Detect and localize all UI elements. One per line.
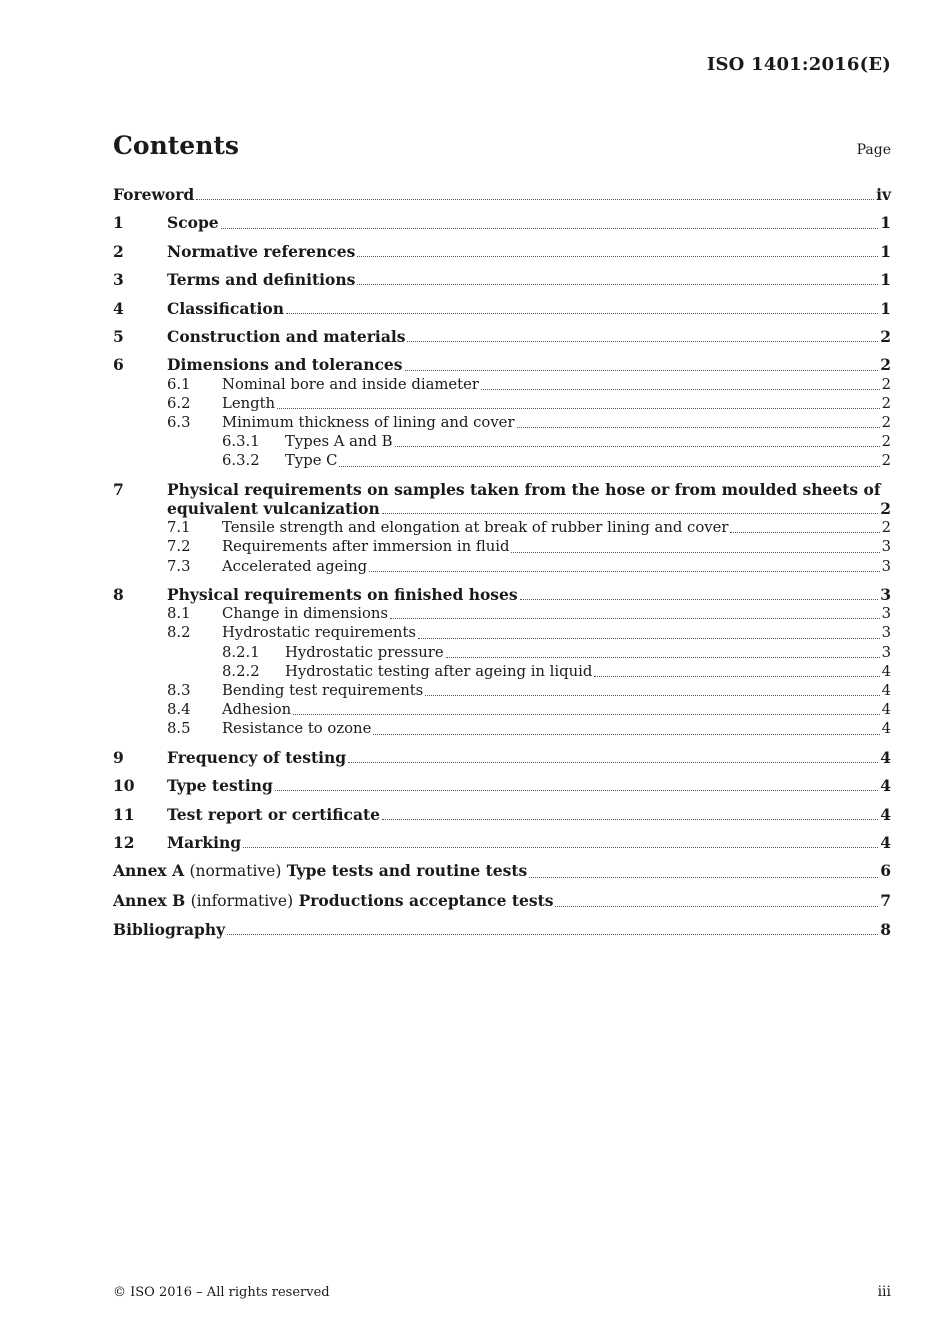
toc-entry-8-2-2[interactable]: 8.2.2 Hydrostatic testing after ageing in liquid 4	[222, 662, 891, 680]
toc-entry-7[interactable]: 7 Physical requirements on samples taken from the hose or from moulded sheets of equivalent vulcanization 2	[113, 479, 891, 518]
toc-entry-foreword[interactable]: Foreword iv	[113, 185, 891, 204]
toc-entry-7-1[interactable]: 7.1 Tensile strength and elongation at break of rubber lining and cover 2	[167, 519, 891, 537]
toc-entry-10[interactable]: 10 Type testing 4	[113, 776, 891, 796]
toc-entry-8[interactable]: 8 Physical requirements on finished hoses 3	[113, 584, 891, 604]
toc-entry-6-3-1[interactable]: 6.3.1 Types A and B 2	[222, 433, 891, 451]
toc-entry-8-1[interactable]: 8.1 Change in dimensions 3	[167, 605, 891, 623]
page-title: Contents	[113, 131, 240, 160]
toc-entry-11[interactable]: 11 Test report or certificate 4	[113, 804, 891, 824]
toc-entry-bibliography[interactable]: Bibliography 8	[113, 920, 891, 940]
toc-entry-8-2[interactable]: 8.2 Hydrostatic requirements 3	[167, 624, 891, 642]
toc-entry-8-5[interactable]: 8.5 Resistance to ozone 4	[167, 720, 891, 738]
toc-entry-8-3[interactable]: 8.3 Bending test requirements 4	[167, 681, 891, 699]
toc-entry-2[interactable]: 2 Normative references 1	[113, 241, 891, 261]
toc-entry-9[interactable]: 9 Frequency of testing 4	[113, 747, 891, 767]
page-column-label: Page	[856, 142, 891, 158]
toc-entry-6-3-2[interactable]: 6.3.2 Type C 2	[222, 452, 891, 470]
toc-entry-6-1[interactable]: 6.1 Nominal bore and inside diameter 2	[167, 375, 891, 393]
toc-entry-3[interactable]: 3 Terms and definitions 1	[113, 270, 891, 290]
toc-entry-5[interactable]: 5 Construction and materials 2	[113, 326, 891, 346]
footer-copyright: © ISO 2016 – All rights reserved	[113, 1285, 330, 1300]
toc-entry-7-2[interactable]: 7.2 Requirements after immersion in fluid 3	[167, 538, 891, 556]
toc-entry-7-3[interactable]: 7.3 Accelerated ageing 3	[167, 557, 891, 575]
toc-entry-annex-b[interactable]: Annex B (informative) Productions acceptance tests 7	[113, 890, 891, 910]
toc-entry-6[interactable]: 6 Dimensions and tolerances 2	[113, 355, 891, 375]
document-id: ISO 1401:2016(E)	[706, 54, 891, 75]
toc-entry-8-2-1[interactable]: 8.2.1 Hydrostatic pressure 3	[222, 643, 891, 661]
toc-entry-8-4[interactable]: 8.4 Adhesion 4	[167, 701, 891, 719]
toc-entry-1[interactable]: 1 Scope 1	[113, 213, 891, 233]
toc-entry-4[interactable]: 4 Classification 1	[113, 298, 891, 318]
toc-entry-6-2[interactable]: 6.2 Length 2	[167, 394, 891, 412]
toc-entry-12[interactable]: 12 Marking 4	[113, 832, 891, 852]
table-of-contents	[113, 185, 891, 939]
footer-page-number: iii	[877, 1284, 891, 1300]
toc-entry-annex-a[interactable]: Annex A (normative) Type tests and routine tests 6	[113, 861, 891, 881]
toc-entry-6-3[interactable]: 6.3 Minimum thickness of lining and cover 2	[167, 413, 891, 431]
